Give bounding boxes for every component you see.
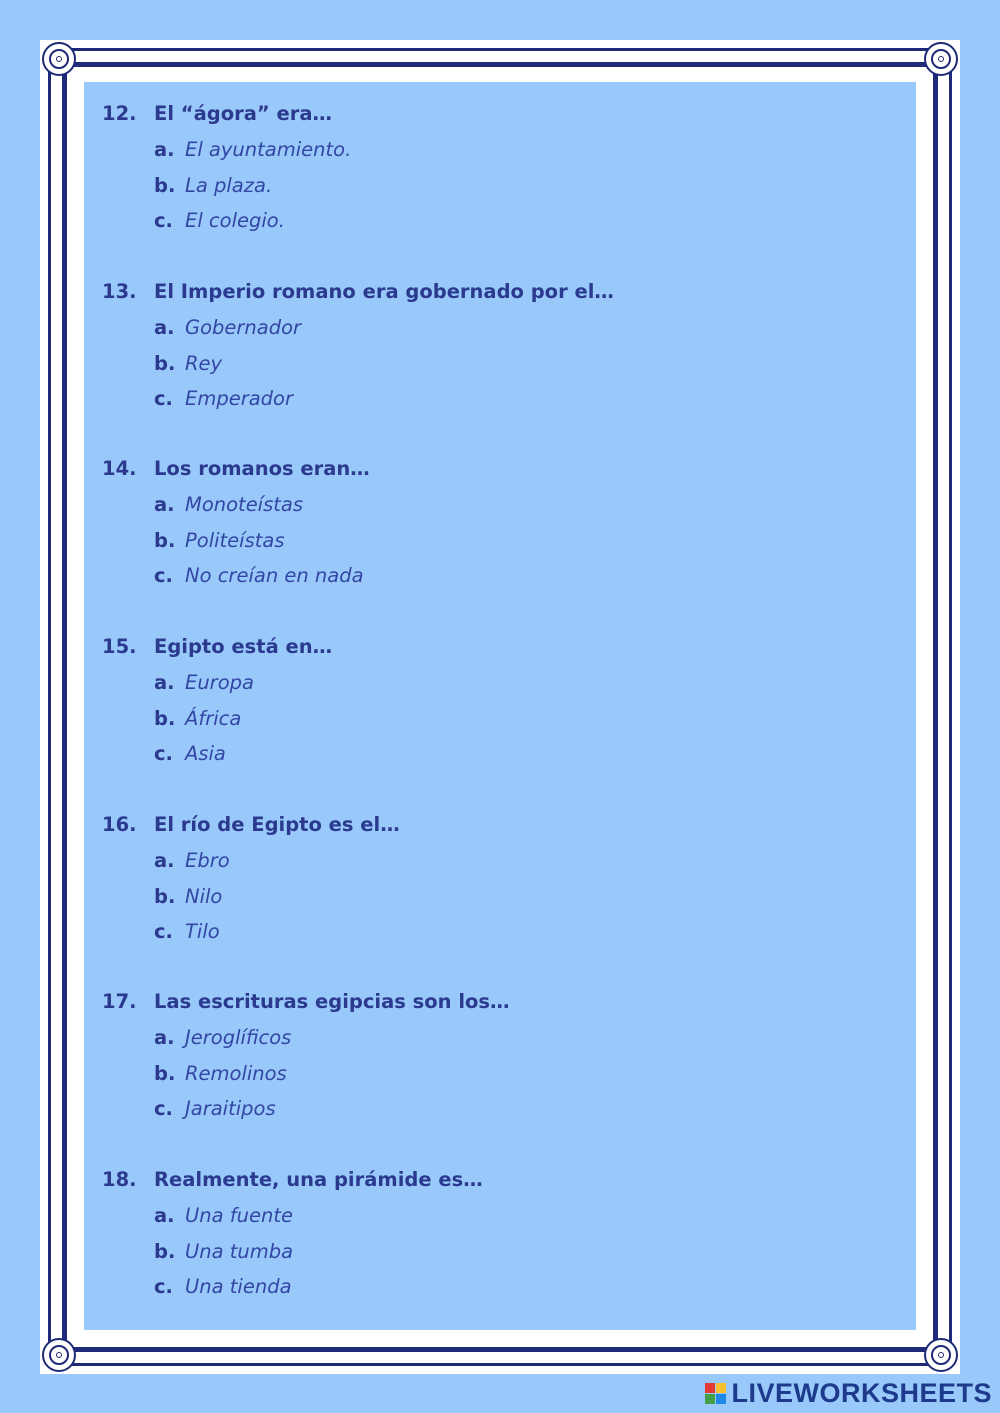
answer-option[interactable]: [102, 1269, 483, 1305]
question-heading: [102, 1162, 483, 1198]
answer-option[interactable]: [102, 665, 332, 701]
option-text: Monoteístas: [185, 493, 304, 516]
question-heading: [102, 807, 400, 843]
answer-option[interactable]: [102, 1020, 510, 1056]
worksheet-content: [84, 82, 916, 1330]
question-text: Los romanos eran…: [154, 457, 370, 480]
answer-option[interactable]: [102, 310, 614, 346]
option-text: Nilo: [185, 884, 223, 908]
frame-line-top-inner: [58, 62, 942, 67]
question-number: 14.: [102, 457, 137, 480]
question-heading: [102, 274, 614, 310]
option-letter: b.: [154, 1239, 176, 1263]
question-heading: [102, 984, 510, 1020]
option-text: Una fuente: [185, 1204, 294, 1227]
option-letter: b.: [154, 1061, 176, 1085]
option-letter: c.: [154, 209, 173, 232]
question-17: [102, 984, 510, 1127]
answer-option[interactable]: [102, 558, 370, 594]
liveworksheets-brand[interactable]: [705, 1377, 992, 1409]
corner-ornament-icon: [42, 1338, 76, 1372]
liveworksheets-logo-icon: [705, 1383, 727, 1405]
option-letter: c.: [154, 564, 173, 587]
corner-ornament-icon: [924, 1338, 958, 1372]
question-text: El Imperio romano era gobernado por el…: [154, 280, 614, 303]
question-number: 16.: [102, 813, 137, 836]
answer-option[interactable]: [102, 346, 614, 382]
question-text: Las escrituras egipcias son los…: [154, 990, 510, 1013]
corner-ornament-icon: [42, 42, 76, 76]
option-text: La plaza.: [185, 173, 273, 197]
answer-option[interactable]: [102, 1234, 483, 1270]
frame-line-right-outer: [949, 58, 952, 1356]
answer-option[interactable]: [102, 879, 400, 915]
option-letter: b.: [154, 884, 176, 908]
answer-option[interactable]: [102, 843, 400, 879]
option-letter: c.: [154, 1097, 173, 1120]
answer-option[interactable]: [102, 736, 332, 772]
option-text: Politeístas: [185, 528, 285, 552]
option-text: Ebro: [185, 849, 230, 872]
question-number: 17.: [102, 990, 137, 1013]
question-number: 18.: [102, 1168, 137, 1191]
question-16: [102, 807, 400, 950]
option-text: Tilo: [185, 920, 220, 943]
option-text: África: [185, 706, 242, 730]
question-text: El río de Egipto es el…: [154, 813, 400, 836]
frame-line-right-inner: [933, 58, 938, 1356]
option-text: Rey: [185, 351, 223, 375]
answer-option[interactable]: [102, 132, 351, 168]
answer-option[interactable]: [102, 487, 370, 523]
option-text: Asia: [185, 742, 226, 765]
frame-line-left-outer: [48, 58, 51, 1356]
option-text: Gobernador: [185, 316, 302, 339]
frame-line-bottom-inner: [58, 1347, 942, 1352]
question-15: [102, 629, 332, 772]
question-14: [102, 451, 370, 594]
option-letter: a.: [154, 1026, 175, 1049]
option-letter: b.: [154, 173, 176, 197]
option-letter: b.: [154, 706, 176, 730]
question-text: Egipto está en…: [154, 635, 333, 658]
question-text: El “ágora” era…: [154, 102, 333, 125]
option-text: El colegio.: [185, 209, 285, 232]
option-letter: c.: [154, 1275, 173, 1298]
option-text: Una tienda: [185, 1275, 292, 1298]
option-letter: b.: [154, 528, 176, 552]
brand-name: LIVEWORKSHEETS: [731, 1378, 992, 1408]
option-letter: c.: [154, 387, 173, 410]
answer-option[interactable]: [102, 701, 332, 737]
option-text: El ayuntamiento.: [185, 138, 352, 161]
option-text: Remolinos: [185, 1061, 287, 1085]
option-letter: a.: [154, 493, 175, 516]
answer-option[interactable]: [102, 1091, 510, 1127]
answer-option[interactable]: [102, 1198, 483, 1234]
question-number: 13.: [102, 280, 137, 303]
question-text: Realmente, una pirámide es…: [154, 1168, 483, 1191]
answer-option[interactable]: [102, 914, 400, 950]
option-text: No creían en nada: [185, 564, 364, 587]
option-text: Europa: [185, 671, 254, 694]
option-letter: a.: [154, 671, 175, 694]
question-heading: [102, 451, 370, 487]
question-number: 12.: [102, 102, 137, 125]
option-text: Emperador: [185, 387, 293, 410]
option-text: Jaraitipos: [185, 1097, 276, 1120]
option-letter: c.: [154, 920, 173, 943]
option-letter: a.: [154, 138, 175, 161]
answer-option[interactable]: [102, 381, 614, 417]
question-13: [102, 274, 614, 417]
frame-line-bottom-outer: [58, 1363, 942, 1366]
answer-option[interactable]: [102, 1056, 510, 1092]
option-letter: a.: [154, 849, 175, 872]
question-number: 15.: [102, 635, 137, 658]
frame-line-left-inner: [62, 58, 67, 1356]
option-text: Una tumba: [185, 1239, 294, 1263]
question-18: [102, 1162, 483, 1305]
frame-line-top-outer: [58, 48, 942, 51]
answer-option[interactable]: [102, 203, 351, 239]
question-heading: [102, 629, 332, 665]
answer-option[interactable]: [102, 523, 370, 559]
option-letter: a.: [154, 1204, 175, 1227]
answer-option[interactable]: [102, 168, 351, 204]
option-text: Jeroglíficos: [185, 1026, 292, 1049]
option-letter: a.: [154, 316, 175, 339]
option-letter: b.: [154, 351, 176, 375]
corner-ornament-icon: [924, 42, 958, 76]
question-12: [102, 96, 351, 239]
option-letter: c.: [154, 742, 173, 765]
question-heading: [102, 96, 351, 132]
